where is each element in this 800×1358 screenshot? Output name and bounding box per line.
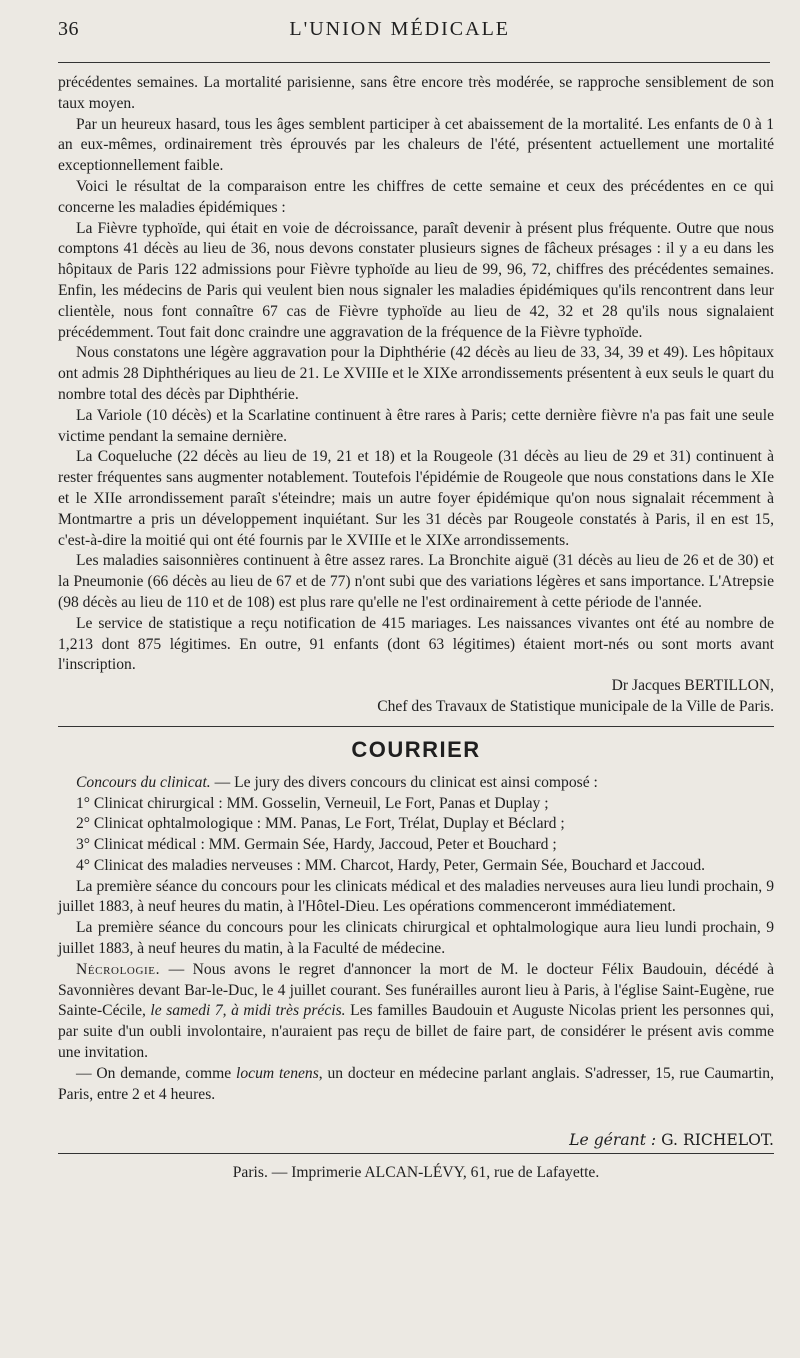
page-number: 36 <box>58 18 79 40</box>
courrier-body <box>58 773 774 1106</box>
jury-line: 1° Clinicat chirurgical : MM. Gosselin, Verneuil, Le Fort, Panas et Duplay ; <box>76 794 549 812</box>
gerant-label: Le gérant : <box>569 1131 657 1150</box>
jury-line: 2° Clinicat ophtalmologique : MM. Panas, Le Fort, Trélat, Duplay et Béclard ; <box>76 815 565 833</box>
article-paragraph: Les maladies saisonnières continuent à être assez rares. La Bronchite aiguë (31 décès au lieu de 26 et de 30) et la Pneumonie (66 décès au lieu de 67 et de 77) n'ont subi que des variations légères et sans importance. L'Atrepsie (98 décès au lieu de 110 et de 108) est plus rare qu'elle ne l'est ordinairement à cette période de l'année. <box>58 552 774 611</box>
printer-imprint: Paris. — Imprimerie ALCAN-LÉVY, 61, rue de Lafayette. <box>232 1164 600 1182</box>
author-signature: Dr Jacques BERTILLON, <box>611 677 774 695</box>
gerant-line <box>58 1131 774 1149</box>
author-title: Chef des Travaux de Statistique municipale de la Ville de Paris. <box>377 697 774 715</box>
jury-line: 4° Clinicat des maladies nerveuses : MM. Charcot, Hardy, Peter, Germain Sée, Bouchard et Jaccoud. <box>76 856 706 874</box>
article-body <box>58 73 774 718</box>
seance-paragraph: La première séance du concours pour les clinicats chirurgical et ophtalmologique aura lieu lundi prochain, 9 juillet 1883, à neuf heures du matin, à la Faculté de médecine. <box>58 919 774 958</box>
jury-line: 3° Clinicat médical : MM. Germain Sée, Hardy, Jaccoud, Peter et Bouchard ; <box>76 836 557 854</box>
article-paragraph: Voici le résultat de la comparaison entre les chiffres de cette semaine et ceux des précédentes en ce qui concerne les maladies épidémiques : <box>58 177 774 216</box>
article-paragraph: Par un heureux hasard, tous les âges semblent participer à cet abaissement de la mortalité. Les enfants de 0 à 1 an eux-mêmes, ordinairement très éprouvés par les chaleurs de l'été, présentent actuellement une mortalité exceptionnellement faible. <box>58 115 774 175</box>
annonce-paragraph <box>58 1064 774 1106</box>
seance-paragraph: La première séance du concours pour les clinicats médical et des maladies nerveuses aura lieu lundi prochain, 9 juillet 1883, à neuf heures du matin, à l'Hôtel-Dieu. Les opérations commenceront immédiatement. <box>58 877 774 916</box>
running-head <box>58 18 770 58</box>
article-paragraph: La Fièvre typhoïde, qui était en voie de décroissance, paraît devenir à présent plus fréquente. Outre que nous comptons 41 décès au lieu de 36, nous devons constater plusieurs signes de fâcheux présages : il y a eu dans les hôpitaux de Paris 122 admissions pour Fièvre typhoïde au lieu de 99, 96, 72, chiffres des précédentes semaines. Enfin, les médecins de Paris qui veulent bien nous signaler les maladies épidémiques qu'ils rencontrent dans leur clientèle, nous font connaître 67 cas de Fièvre typhoïde au lieu de 42, 32 et 28 qu'ils nous signalaient précédemment. Tout fait donc craindre une aggravation de la fréquence de la Fièvre typhoïde. <box>58 219 774 341</box>
article-paragraph: La Coqueluche (22 décès au lieu de 19, 21 et 18) et la Rougeole (31 décès au lieu de 29 et 31) continuent à rester fréquentes sans augmenter notablement. Toutefois l'épidémie de Rougeole que nous constations dans le XIe et le XIIe arrondissement paraît s'éteindre; mais un autre foyer épidémique qu'on nous signalait récemment à Montmartre a pris un développement inquiétant. Sur les 31 décès par Rougeole constatés à Paris, il en est 15, c'est-à-dire la moitié qui ont été fournis par le XVIIIe et le XIXe arrondissements. <box>58 448 774 549</box>
article-paragraph: Nous constatons une légère aggravation pour la Diphthérie (42 décès au lieu de 33, 34, 39 et 49). Les hôpitaux ont admis 28 Diphthériques au lieu de 21. Le XVIIIe et le XIXe arrondissements présentent à eux seuls le quart du nombre total des décès par Diphthérie. <box>58 344 774 403</box>
footer-rule <box>58 1153 774 1154</box>
article-paragraph: La Variole (10 décès) et la Scarlatine continuent à être rares à Paris; cette dernière fièvre n'a pas fait une seule victime pendant la semaine dernière. <box>58 406 774 445</box>
concours-paragraph <box>58 773 774 794</box>
article-paragraph: précédentes semaines. La mortalité parisienne, sans être encore très modérée, se rapproche sensiblement de son taux moyen. <box>58 74 774 112</box>
concours-intro: — Le jury des divers concours du clinicat est ainsi composé : <box>210 773 598 791</box>
necrologie-text-continued: Les familles Baudouin et Auguste Nicolas prient les personnes qui, par suite d'un oubli involontaire, n'auraient pas reçu de billet de faire part, de considérer le présent avis comme une invitation. <box>58 1002 775 1062</box>
annonce-locum: locum tenens <box>236 1064 319 1082</box>
necrologie-heading: Nécrologie. <box>76 960 161 978</box>
annonce-text: — On demande, comme <box>76 1064 237 1082</box>
article-paragraph: Le service de statistique a reçu notification de 415 mariages. Les naissances vivantes ont été au nombre de 1,213 dont 875 légitimes. En outre, 91 enfants (dont 63 légitimes) étaient mort-nés ou sont morts avant l'inscription. <box>58 614 774 674</box>
journal-title: L'UNION MÉDICALE <box>289 18 510 40</box>
section-divider <box>58 726 774 727</box>
necrologie-paragraph <box>58 960 774 1064</box>
necrologie-date: le samedi 7, à midi très précis. <box>150 1002 346 1020</box>
section-title-courrier: COURRIER <box>351 736 481 762</box>
annonce-text-continued: , un docteur en médecine parlant anglais. S'adresser, 15, rue Caumartin, Paris, entre 2 et 4 heures. <box>58 1064 774 1103</box>
concours-heading: Concours du clinicat. <box>76 773 211 791</box>
header-rule <box>58 62 770 63</box>
gerant-name: G. RICHELOT. <box>661 1131 774 1150</box>
necrologie-text: — Nous avons le regret d'annoncer la mort de M. le docteur Félix Baudouin, décédé à Savonnières devant Bar-le-Duc, le 4 juillet courant. Ses funérailles auront lieu à Paris, à l'église Saint-Eugène, rue Sainte-Cécile, <box>58 960 774 1020</box>
